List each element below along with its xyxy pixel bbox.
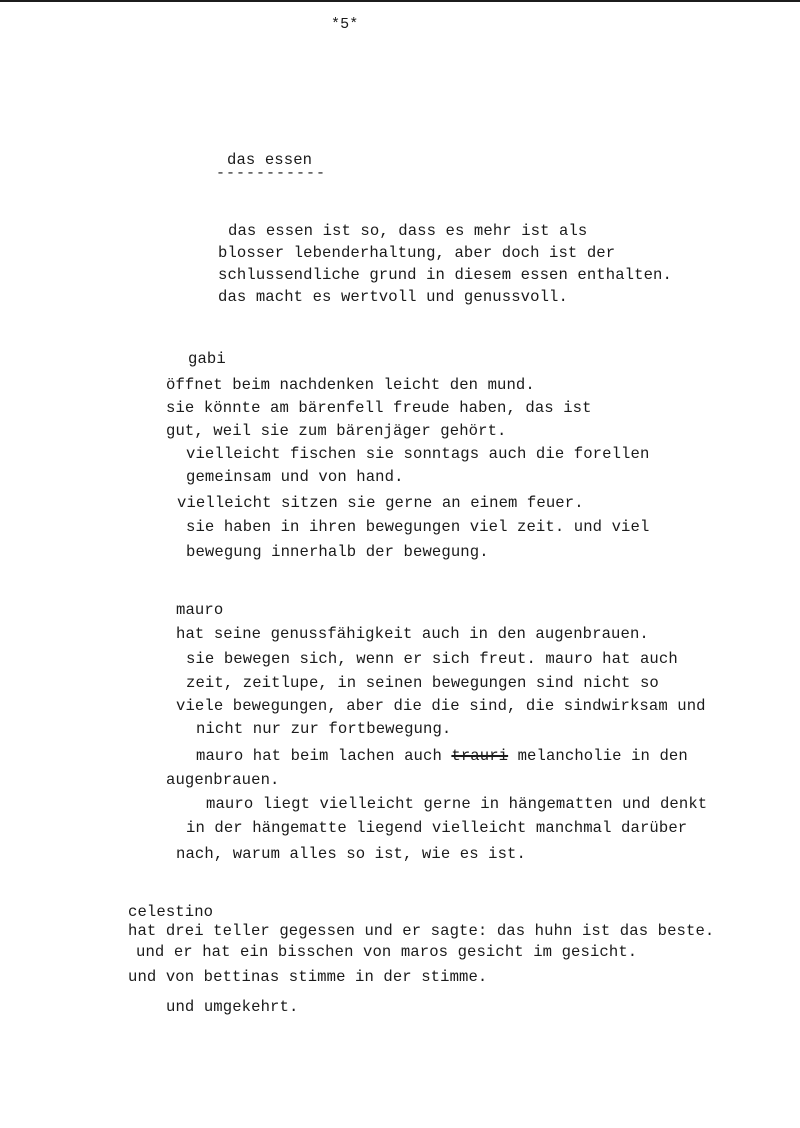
celestino-line: hat drei teller gegessen und er sagte: das huhn ist das beste. [128, 922, 715, 940]
mauro-line: in der hängematte liegend vielleicht manchmal darüber [186, 819, 688, 837]
celestino-line: und von bettinas stimme in der stimme. [128, 968, 488, 986]
intro-line: das macht es wertvoll und genussvoll. [218, 288, 568, 306]
struck-out-word: trauri [451, 747, 509, 765]
mauro-line: mauro liegt vielleicht gerne in hängematten und denkt [206, 795, 708, 813]
mauro-line: sie bewegen sich, wenn er sich freut. mauro hat auch [186, 650, 678, 668]
gabi-line: gemeinsam und von hand. [186, 468, 404, 486]
mauro-line: viele bewegungen, aber die die sind, die sindwirksam und [176, 697, 706, 715]
gabi-line: sie haben in ihren bewegungen viel zeit. und viel [186, 518, 650, 536]
celestino-line: und umgekehrt. [166, 998, 299, 1016]
intro-line: schlussendliche grund in diesem essen enthalten. [218, 266, 672, 284]
title-underline: ----------- [216, 165, 327, 182]
intro-line: das essen ist so, dass es mehr ist als [228, 222, 588, 240]
gabi-line: bewegung innerhalb der bewegung. [186, 543, 489, 561]
gabi-heading: gabi [188, 350, 226, 368]
celestino-line: und er hat ein bisschen von maros gesicht im gesicht. [136, 943, 638, 961]
gabi-line: vielleicht fischen sie sonntags auch die forellen [186, 445, 650, 463]
gabi-line: gut, weil sie zum bärenjäger gehört. [166, 422, 507, 440]
mauro-line: nach, warum alles so ist, wie es ist. [176, 845, 526, 863]
page-number: *5* [331, 16, 359, 33]
celestino-heading: celestino [128, 903, 214, 921]
mauro-line: hat seine genussfähigkeit auch in den augenbrauen. [176, 625, 649, 643]
intro-line: blosser lebenderhaltung, aber doch ist der [218, 244, 616, 262]
section-title: das essen [227, 151, 313, 169]
mauro-laugh-prefix: mauro hat beim lachen auch [196, 747, 452, 765]
gabi-line: sie könnte am bärenfell freude haben, das ist [166, 399, 592, 417]
gabi-line: vielleicht sitzen sie gerne an einem feuer. [177, 494, 584, 512]
mauro-line: nicht nur zur fortbewegung. [196, 720, 452, 738]
gabi-line: öffnet beim nachdenken leicht den mund. [166, 376, 535, 394]
mauro-laugh-suffix: melancholie in den [508, 747, 688, 765]
mauro-line: zeit, zeitlupe, in seinen bewegungen sind nicht so [186, 674, 659, 692]
mauro-line: augenbrauen. [166, 771, 280, 789]
mauro-heading: mauro [176, 601, 224, 619]
mauro-laugh-line [196, 747, 688, 765]
page-top-edge [0, 0, 800, 2]
